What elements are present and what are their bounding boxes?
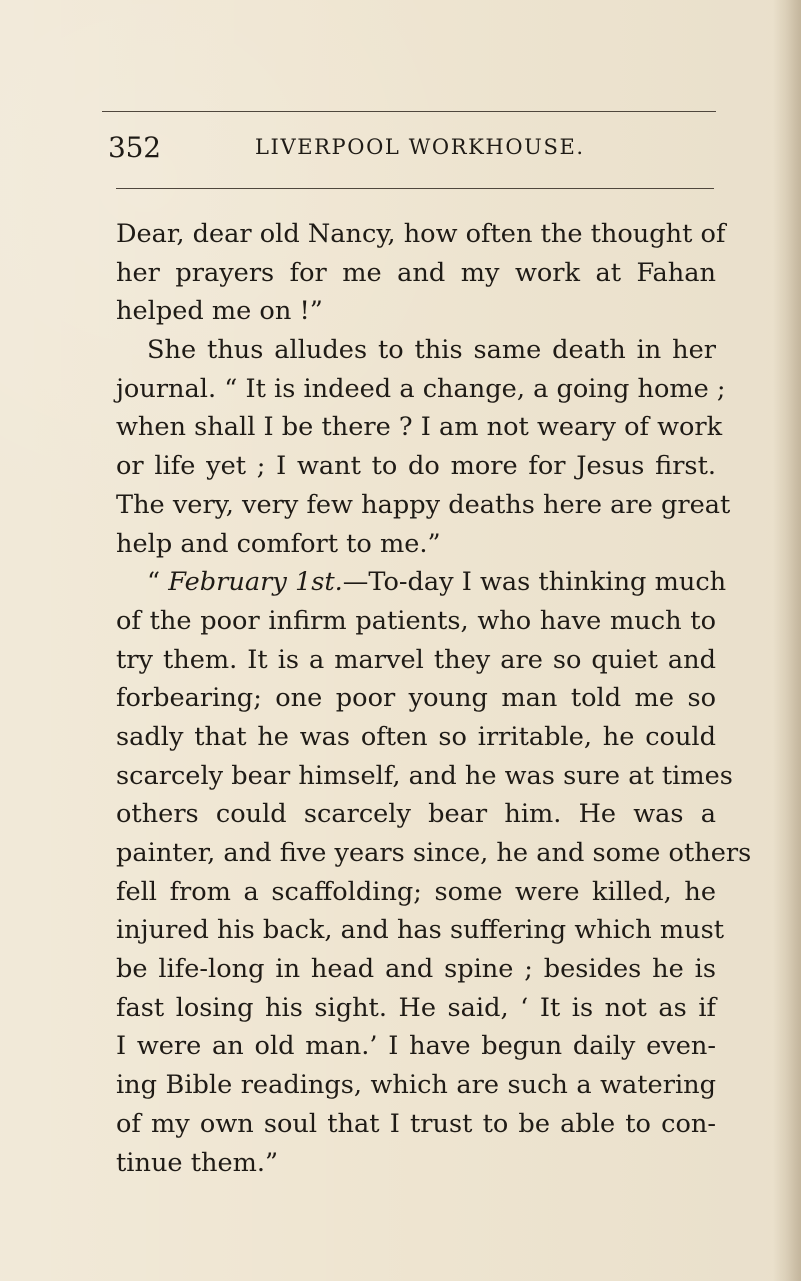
text-line: tinue them.” [116, 1147, 279, 1178]
page-gutter-shadow [773, 0, 801, 1281]
dated-entry-line [116, 563, 727, 602]
body-text [116, 215, 752, 1182]
running-title: LIVERPOOL WORKHOUSE. [255, 135, 585, 159]
text-line: fell from a scaffolding; some were killed, he [116, 876, 716, 907]
text-line: be life-long in head and spine ; besides he is [116, 954, 716, 985]
text-line: Dear, dear old Nancy, how often the thought of [116, 219, 726, 249]
text-line: painter, and five years since, he and some others [116, 838, 752, 868]
text-line: or life yet ; I want to do more for Jesus first. [116, 451, 716, 482]
text-line: She thus alludes to this same death in her [147, 335, 716, 366]
text-line: I were an old man.’ I have begun daily even- [116, 1031, 716, 1062]
text-line: help and comfort to me.” [116, 528, 441, 559]
text-line: injured his back, and has suffering which must [116, 915, 725, 946]
header-bottom-rule [116, 188, 714, 189]
text-line: forbearing; one poor young man told me so [116, 683, 716, 714]
header-top-rule [102, 111, 716, 112]
page-number: 352 [108, 131, 161, 164]
text-line: of my own soul that I trust to be able to con- [116, 1108, 716, 1139]
text-line: journal. “ It is indeed a change, a going home ; [116, 373, 726, 404]
text-line: fast losing his sight. He said, ‘ It is not as if [116, 992, 716, 1023]
text-line: when shall I be there ? I am not weary of work [116, 412, 723, 443]
text-line: others could scarcely bear him. He was a [116, 799, 716, 830]
text-line: sadly that he was often so irritable, he could [116, 721, 716, 752]
text-line: of the poor infirm patients, who have much to [116, 605, 716, 636]
text-line: her prayers for me and my work at Fahan [116, 257, 716, 288]
text-line: The very, very few happy deaths here are great [116, 489, 731, 520]
opening-quotation-mark: “ [147, 567, 169, 598]
text-line: scarcely bear himself, and he was sure at times [116, 760, 733, 791]
entry-day: 1st. [294, 567, 343, 598]
text-line: ing Bible readings, which are such a watering [116, 1070, 716, 1101]
entry-month: February [168, 567, 287, 598]
text-line: helped me on !” [116, 296, 323, 327]
entry-text: —To-day I was thinking much [342, 567, 727, 598]
text-line: try them. It is a marvel they are so quiet and [116, 644, 716, 675]
page-header [108, 131, 713, 165]
